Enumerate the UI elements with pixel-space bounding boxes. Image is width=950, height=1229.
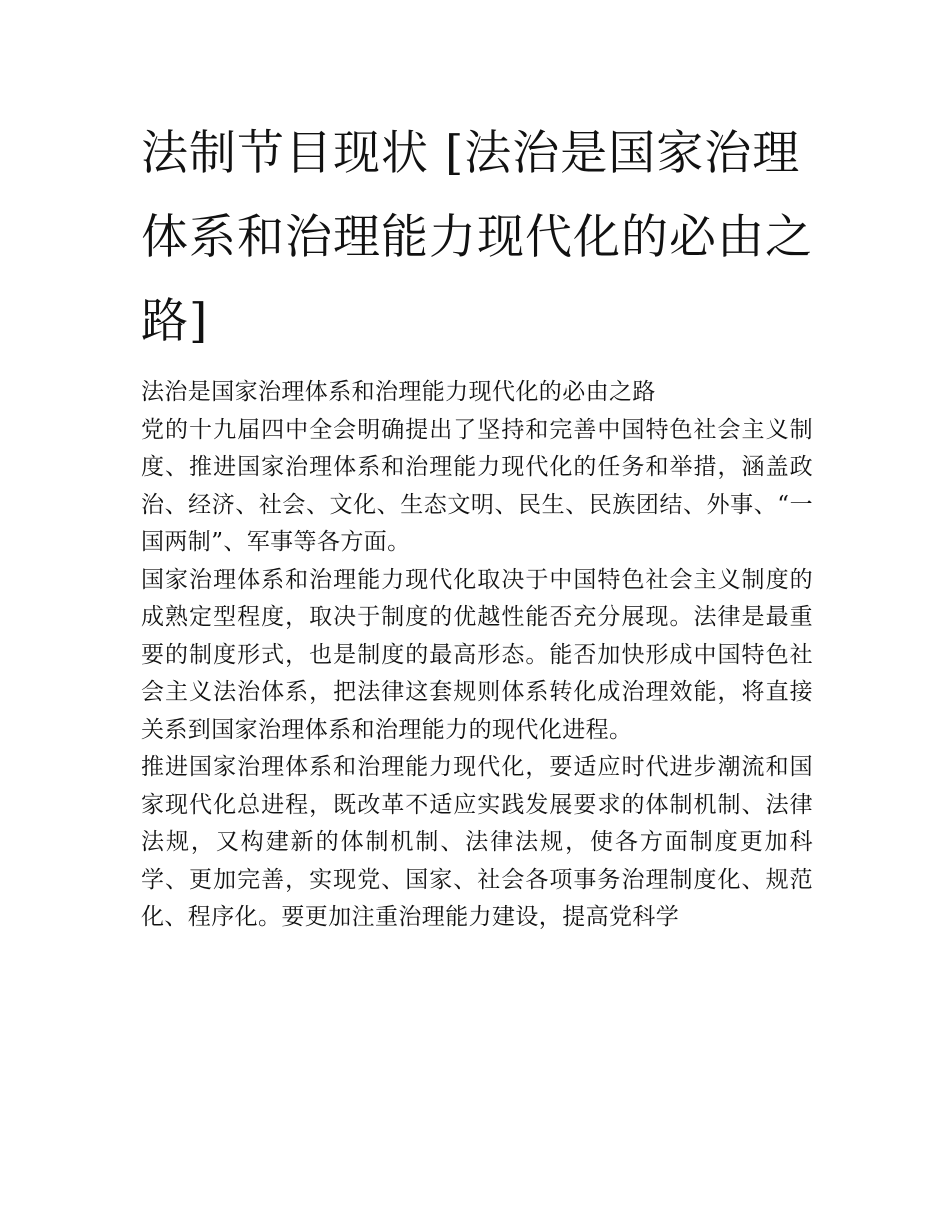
document-title: 法制节目现状 [法治是国家治理体系和治理能力现代化的必由之路]	[141, 126, 813, 349]
document-body	[141, 374, 813, 937]
paragraph: 党的十九届四中全会明确提出了坚持和完善中国特色社会主义制度、推进国家治理体系和治理能力现代化的任务和举措，涵盖政治、经济、社会、文化、生态文明、民生、民族团结、外事、“一国两制”、军事等各方面。	[141, 416, 813, 555]
paragraph-subtitle: 法治是国家治理体系和治理能力现代化的必由之路	[141, 379, 656, 405]
paragraph: 推进国家治理体系和治理能力现代化，要适应时代进步潮流和国家现代化总进程，既改革不适应实践发展要求的体制机制、法律法规，又构建新的体制机制、法律法规，使各方面制度更加科学、更加完善，实现党、国家、社会各项事务治理制度化、规范化、程序化。要更加注重治理能力建设，提高党科学	[141, 754, 813, 930]
document-page	[141, 112, 813, 937]
paragraph: 国家治理体系和治理能力现代化取决于中国特色社会主义制度的成熟定型程度，取决于制度的优越性能否充分展现。法律是最重要的制度形式，也是制度的最高形态。能否加快形成中国特色社会主义法治体系，把法律这套规则体系转化成治理效能，将直接关系到国家治理体系和治理能力的现代化进程。	[141, 566, 813, 743]
